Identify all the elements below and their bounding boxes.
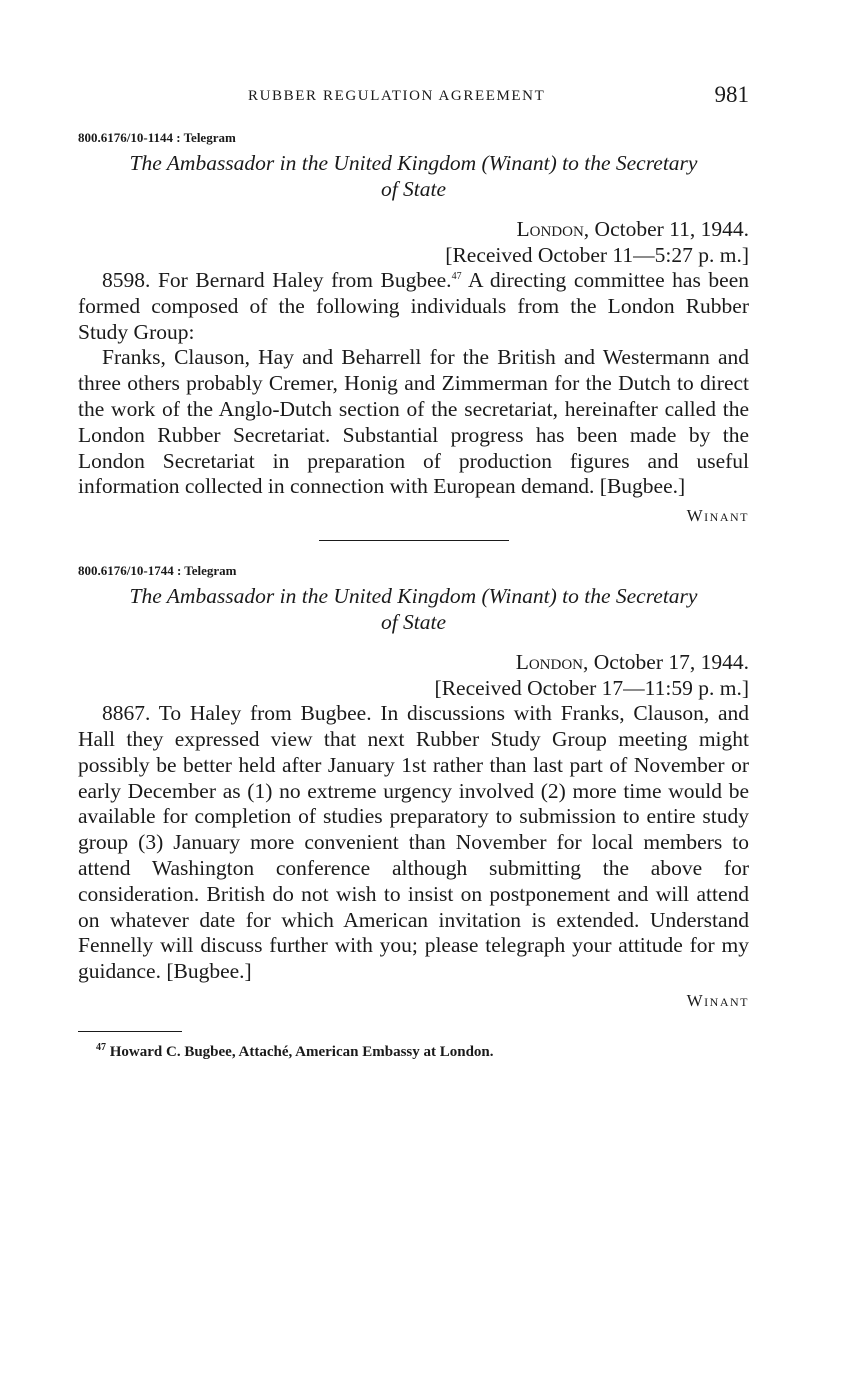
date-sent [78, 216, 749, 242]
paragraph [78, 268, 749, 345]
footnote-rule [78, 1031, 182, 1032]
title-line: of State [380, 610, 447, 635]
title-line: The Ambassador in the United Kingdom (Winant) to the Secretary [129, 151, 698, 175]
date: , October 11, 1944. [583, 217, 749, 241]
running-title: RUBBER REGULATION AGREEMENT [248, 88, 546, 104]
page-number: 981 [714, 82, 749, 107]
file-reference: 800.6176/10-1144 : Telegram [78, 130, 236, 145]
paragraph: Franks, Clauson, Hay and Beharrell for the British and Westermann and three others probably Cremer, Honig and Zimmerman for the Dutch to direct the work of the Anglo-Dutch section of the secretariat, hereinafter called the London Rubber Secretariat. Substantial progress has been made by the London Secretariat in preparation of production figures and useful information collected in connection with European demand. [Bugbee.] [78, 345, 749, 499]
document-title [78, 583, 749, 635]
file-reference: 800.6176/10-1744 : Telegram [78, 563, 237, 579]
paragraph-text: A directing committee has been formed composed of the following individuals from the London Rubber Study Group: [78, 268, 750, 344]
place: London [516, 217, 584, 241]
running-header [78, 80, 749, 114]
signature: Winant [686, 990, 749, 1010]
title-line: The Ambassador in the United Kingdom (Winant) to the Secretary [129, 584, 698, 609]
telegram-1 [78, 130, 749, 526]
paragraph: 8867. To Haley from Bugbee. In discussions with Franks, Clauson, and Hall they expressed view that next Rubber Study Group meeting might possibly be better held after January 1st rather than last part of November or early December as (1) no extreme urgency involved (2) more time would be available for completion of studies preparatory to submission to entire study group (3) January more convenient than November for local members to attend Washington conference although submitting the above for consideration. British do not wish to insist on postponement and will attend on whatever date for which American invitation is extended. Understand Fennelly will discuss further with you; please telegraph your attitude for my guidance. [Bugbee.] [78, 701, 749, 984]
paragraph-text: 8598. For Bernard Haley from Bugbee. [102, 268, 452, 292]
footnote-ref[interactable]: 47 [451, 270, 462, 282]
telegram-body [78, 701, 749, 985]
signature: Winant [686, 506, 749, 526]
telegram-2 [78, 563, 749, 1011]
footnote-text: Howard C. Bugbee, Attaché, American Embassy at London. [106, 1043, 494, 1060]
section-divider [319, 540, 509, 541]
footnote [78, 1041, 749, 1061]
footnote-marker: 47 [96, 1041, 106, 1053]
dateline [78, 649, 749, 701]
place: London [515, 650, 583, 675]
document-page [78, 80, 749, 1061]
date: , October 17, 1944. [583, 650, 749, 675]
telegram-body [78, 268, 749, 500]
dateline [78, 216, 749, 268]
title-line: of State [380, 177, 447, 201]
document-title [78, 150, 749, 202]
date-received: [Received October 11—5:27 p. m.] [445, 243, 749, 267]
date-received: [Received October 17—11:59 p. m.] [434, 676, 749, 701]
date-sent [78, 649, 749, 675]
